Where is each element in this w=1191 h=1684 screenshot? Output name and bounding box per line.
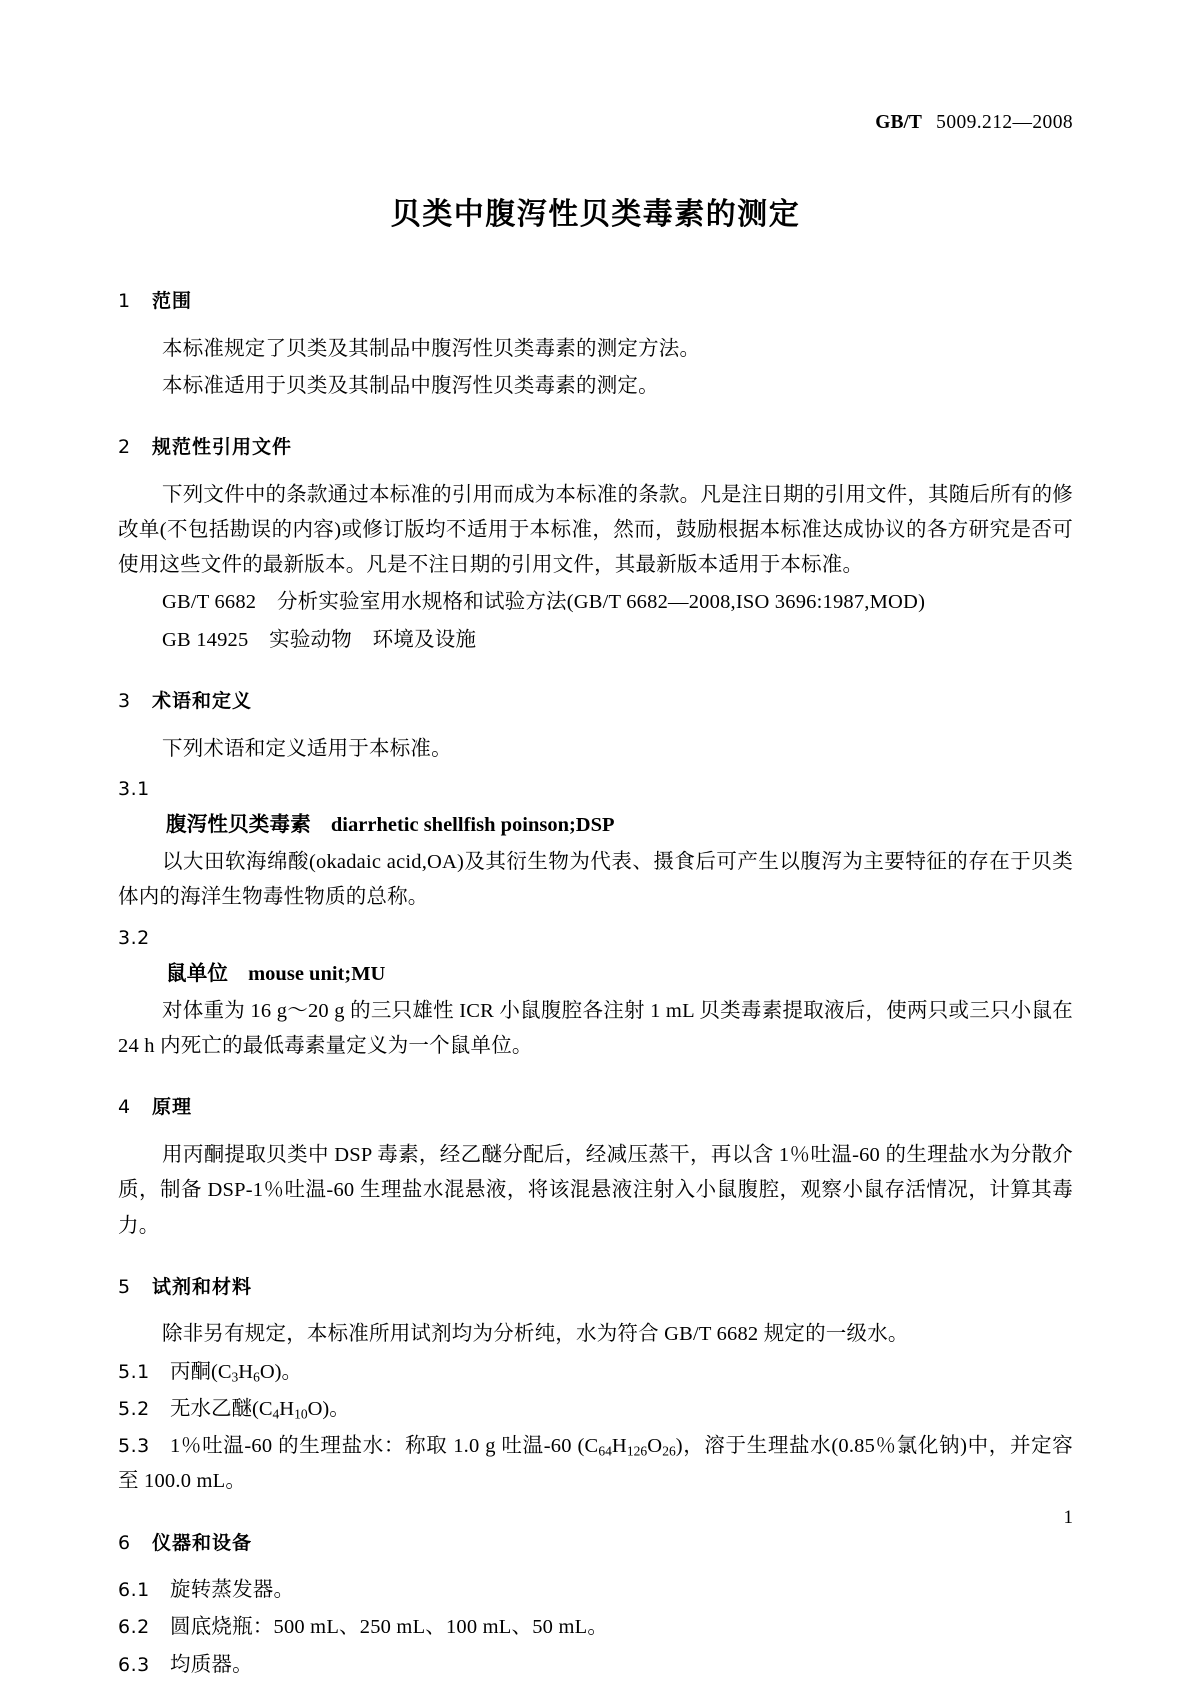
clause-number-3-1: 3.1 — [118, 777, 150, 800]
term-3-1 — [118, 809, 1073, 843]
equipment-number-6-1: 6.1 — [118, 1579, 150, 1602]
running-header — [875, 112, 1073, 134]
section-3-para-1: 下列术语和定义适用于本标准。 — [162, 737, 452, 760]
page-title: 贝类中腹泻性贝类毒素的测定 — [390, 197, 801, 232]
term-3-1-cn: 腹泻性贝类毒素 — [166, 814, 311, 837]
section-1-para-2: 本标准适用于贝类及其制品中腹泻性贝类毒素的测定。 — [162, 374, 659, 397]
section-number-6: 6 — [118, 1531, 132, 1554]
reagent-5-1-h: H — [238, 1360, 254, 1383]
equipment-text-6-2: 圆底烧瓶：500 mL、250 mL、100 mL、50 mL。 — [170, 1616, 609, 1639]
section-title-4: 原理 — [152, 1096, 193, 1119]
reagent-5-1-sub6: 6 — [253, 1368, 260, 1384]
equipment-text-6-3: 均质器。 — [170, 1653, 253, 1676]
equipment-item-6-2 — [118, 1610, 1073, 1645]
definition-3-1: 以大田软海绵酸(okadaic acid,OA)及其衍生物为代表、摄食后可产生以腹泻为主要特征的存在于贝类体内的海洋生物毒性物质的总称。 — [118, 851, 1073, 909]
reagent-5-1-tail: O)。 — [259, 1360, 302, 1383]
reagent-5-1-label: 丙酮(C — [170, 1360, 232, 1383]
equipment-text-6-1: 旋转蒸发器。 — [170, 1579, 295, 1602]
reagent-5-3-o: O — [647, 1435, 663, 1458]
section-heading-1 — [118, 288, 1073, 315]
equipment-number-6-2: 6.2 — [118, 1616, 150, 1639]
reagent-number-5-3: 5.3 — [118, 1435, 150, 1458]
section-heading-4 — [118, 1094, 1073, 1121]
section-1-para-1: 本标准规定了贝类及其制品中腹泻性贝类毒素的测定方法。 — [162, 337, 701, 360]
reagent-5-1-sub3: 3 — [231, 1368, 239, 1384]
normative-reference-2: GB 14925 实验动物 环境及设施 — [162, 628, 477, 651]
term-3-2 — [118, 958, 1073, 992]
section-number-5: 5 — [118, 1275, 132, 1298]
section-title-5: 试剂和材料 — [152, 1275, 253, 1298]
reagent-5-2-tail: O)。 — [307, 1397, 350, 1420]
clause-number-3-2: 3.2 — [118, 926, 150, 949]
reagent-number-5-1: 5.1 — [118, 1360, 150, 1383]
section-heading-2 — [118, 434, 1073, 461]
reagent-item-5-2 — [118, 1392, 1073, 1427]
document-body — [118, 195, 1073, 1684]
reagent-5-3-sub64: 64 — [598, 1443, 612, 1459]
reagent-5-2-sub4: 4 — [272, 1406, 280, 1422]
reagent-item-5-1 — [118, 1355, 1073, 1390]
section-number-4: 4 — [118, 1096, 132, 1119]
equipment-number-6-3: 6.3 — [118, 1653, 150, 1676]
page-number: 1 — [1063, 1507, 1073, 1528]
section-heading-5 — [118, 1274, 1073, 1301]
section-5-para-1: 除非另有规定，本标准所用试剂均为分析纯，水为符合 GB/T 6682 规定的一级水。 — [162, 1323, 909, 1346]
section-number-2: 2 — [118, 436, 132, 459]
reagent-5-3-h: H — [611, 1435, 627, 1458]
reagent-5-2-sub10: 10 — [294, 1406, 308, 1422]
term-3-2-cn: 鼠单位 — [166, 963, 229, 986]
reagent-5-2-h: H — [279, 1397, 295, 1420]
reagent-5-3-part2: )，溶于生理盐水(0.85％氯化钠)中，并 — [675, 1435, 1032, 1458]
standard-number: 5009.212—2008 — [936, 112, 1073, 133]
equipment-item-6-3 — [118, 1648, 1073, 1683]
definition-3-2: 对体重为 16 g～20 g 的三只雄性 ICR 小鼠腹腔各注射 1 mL 贝类毒素提取液后，使两只或三只小鼠在 24 h 内死亡的最低毒素量定义为一个鼠单位。 — [118, 999, 1073, 1058]
section-title-6: 仪器和设备 — [152, 1531, 253, 1554]
equipment-item-6-1 — [118, 1573, 1073, 1608]
section-4-para-1: 用丙酮提取贝类中 DSP 毒素，经乙醚分配后，经减压蒸干，再以含 1％吐温-60 的生理盐水为分散介质，制备 DSP-1％吐温-60 生理盐水混悬液，将该混悬液注射入小鼠腹腔，观察小鼠存活情况，计算其毒力。 — [118, 1144, 1073, 1237]
standard-prefix: GB/T — [875, 112, 922, 133]
section-heading-6 — [118, 1530, 1073, 1557]
reagent-5-3-part1: 1％吐温-60 的生理盐水：称取 1.0 g 吐温-60 (C — [170, 1435, 599, 1458]
reagent-item-5-3 — [118, 1429, 1073, 1500]
section-title-2: 规范性引用文件 — [152, 436, 293, 459]
reagent-5-3-part3: 定容至 100.0 mL。 — [118, 1435, 1073, 1493]
reagent-5-3-sub26: 26 — [662, 1443, 676, 1459]
section-title-3: 术语和定义 — [152, 689, 253, 712]
term-3-2-en: mouse unit;MU — [248, 963, 386, 986]
section-heading-3 — [118, 688, 1073, 715]
section-number-3: 3 — [118, 689, 132, 712]
reagent-5-3-sub126: 126 — [626, 1443, 648, 1459]
normative-reference-1: GB/T 6682 分析实验室用水规格和试验方法(GB/T 6682—2008,ISO 3696:1987,MOD) — [162, 591, 926, 614]
term-3-1-en: diarrhetic shellfish poinson;DSP — [330, 814, 615, 837]
section-title-1: 范围 — [152, 290, 193, 312]
section-2-para-1: 下列文件中的条款通过本标准的引用而成为本标准的条款。凡是注日期的引用文件，其随后所有的修改单(不包括勘误的内容)或修订版均不适用于本标准，然而，鼓励根据本标准达成协议的各方研究是否可使用这些文件的最新版本。凡是不注日期的引用文件，其最新版本适用于本标准。 — [118, 483, 1073, 577]
reagent-number-5-2: 5.2 — [118, 1397, 150, 1420]
section-number-1: 1 — [118, 290, 132, 312]
reagent-5-2-label: 无水乙醚(C — [170, 1397, 273, 1420]
